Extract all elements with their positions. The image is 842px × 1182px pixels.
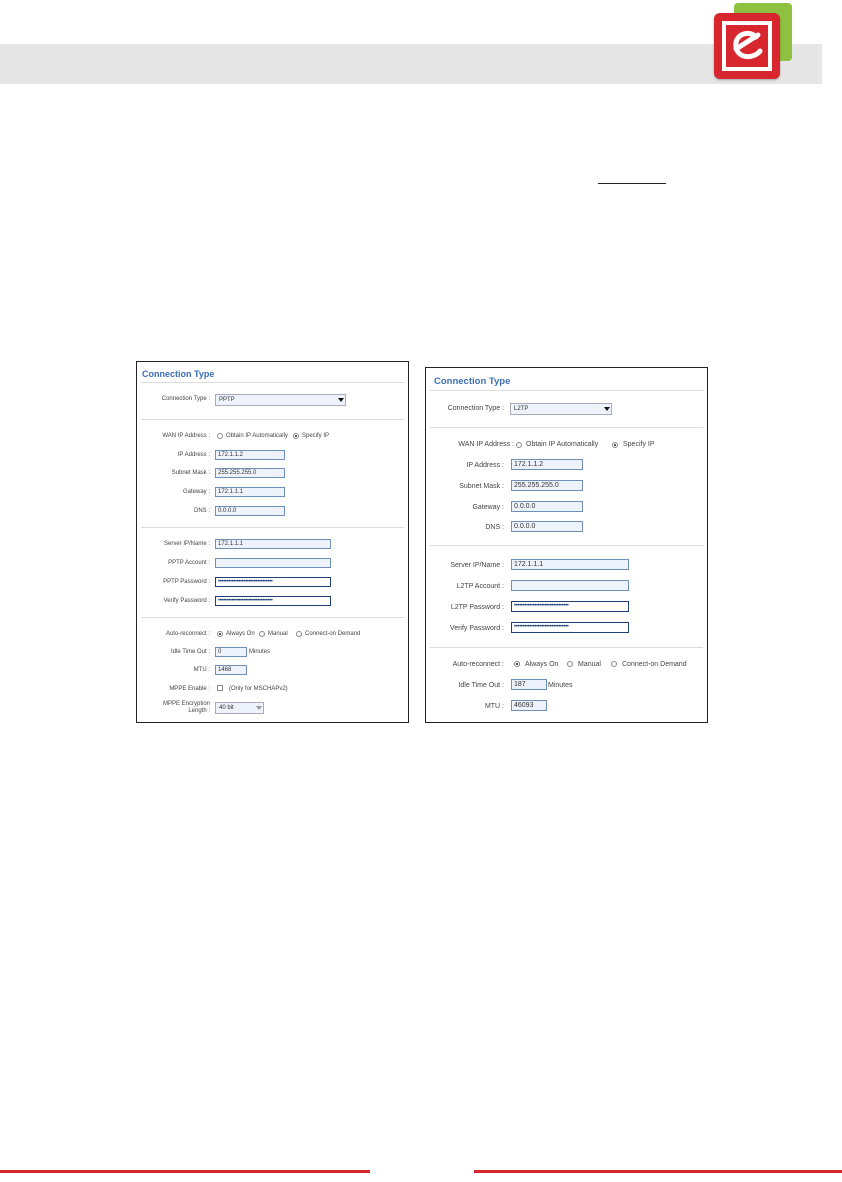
pptp-connection-panel — [136, 361, 409, 723]
dns-input[interactable]: 0.0.0.0 — [511, 521, 583, 532]
wan-auto-radio[interactable] — [217, 433, 223, 439]
connect-on-demand-radio[interactable] — [611, 661, 617, 667]
manual-label: Manual — [578, 661, 601, 668]
l2tp-account-input[interactable] — [511, 580, 629, 591]
ip-address-label: IP Address : — [466, 462, 504, 469]
idle-unit-label: Minutes — [548, 682, 573, 689]
divider — [141, 419, 404, 420]
header-bar — [0, 44, 822, 84]
gateway-label: Gateway : — [472, 504, 504, 511]
l2tp-password-input[interactable]: •••••••••••••••••••••••••••••••• — [511, 601, 629, 612]
idle-time-out-input[interactable]: 0 — [215, 647, 247, 657]
server-ip-label: Server IP/Name : — [163, 541, 210, 547]
wan-specify-radio[interactable] — [612, 442, 618, 448]
mtu-label: MTU : — [484, 703, 504, 710]
mtu-input[interactable]: 1468 — [215, 665, 247, 675]
wan-auto-label: Obtain IP Automatically — [526, 441, 599, 448]
mtu-input[interactable]: 46093 — [511, 700, 547, 711]
verify-password-input[interactable]: •••••••••••••••••••••••••••••••• — [511, 622, 629, 633]
idle-time-out-input[interactable]: 187 — [511, 679, 547, 690]
mppe-length-value: 40 bit — [219, 705, 234, 711]
gateway-label: Gateway : — [182, 489, 210, 495]
panel-title: Connection Type — [142, 369, 215, 379]
mppe-length-label-line1: MPPE Encryption — [162, 701, 210, 707]
mppe-enable-checkbox[interactable] — [217, 685, 223, 691]
server-ip-input[interactable]: 172.1.1.1 — [215, 539, 331, 549]
chevron-down-icon — [256, 706, 262, 710]
subnet-mask-label: Subnet Mask : — [459, 483, 504, 490]
wan-specify-radio[interactable] — [293, 433, 299, 439]
mtu-label: MTU : — [193, 667, 210, 673]
always-on-label: Always On — [226, 631, 255, 637]
divider — [141, 617, 404, 618]
l2tp-password-label: L2TP Password : — [450, 604, 504, 611]
divider — [141, 382, 404, 383]
footer-line-left — [0, 1170, 370, 1173]
auto-reconnect-label: Auto-reconnect : — [165, 631, 210, 637]
connect-on-demand-label: Connect-on Demand — [305, 631, 361, 637]
ip-address-input[interactable]: 172.1.1.2 — [215, 450, 285, 460]
server-ip-label: Server IP/Name : — [450, 562, 504, 569]
wan-auto-radio[interactable] — [516, 442, 522, 448]
idle-time-out-label: Idle Time Out : — [170, 649, 210, 655]
gateway-input[interactable]: 0.0.0.0 — [511, 501, 583, 512]
logo-e-icon — [714, 13, 780, 79]
connection-type-label: Connection Type : — [447, 405, 504, 412]
always-on-radio[interactable] — [514, 661, 520, 667]
pptp-password-label: PPTP Password : — [163, 579, 210, 585]
pptp-account-label: PPTP Account : — [168, 560, 210, 566]
verify-password-input[interactable]: •••••••••••••••••••••••••••••••• — [215, 596, 331, 606]
subnet-mask-input[interactable]: 255.255.255.0 — [511, 480, 583, 491]
pptp-password-input[interactable]: •••••••••••••••••••••••••••••••• — [215, 577, 331, 587]
wan-ip-label: WAN IP Address : — [162, 433, 210, 439]
gateway-input[interactable]: 172.1.1.1 — [215, 487, 285, 497]
pptp-account-input[interactable] — [215, 558, 331, 568]
wan-specify-label: Specify IP — [302, 433, 330, 439]
idle-time-out-label: Idle Time Out : — [458, 682, 504, 689]
connect-on-demand-label: Connect-on Demand — [622, 661, 687, 668]
l2tp-account-label: L2TP Account : — [456, 583, 504, 590]
divider — [430, 545, 703, 546]
verify-password-label: Verify Password : — [163, 598, 210, 604]
subnet-mask-input[interactable]: 255.255.255.0 — [215, 468, 285, 478]
server-ip-input[interactable]: 172.1.1.1 — [511, 559, 629, 570]
ip-address-label: IP Address : — [177, 452, 210, 458]
text-underline-mark — [598, 183, 666, 184]
mppe-enable-label: MPPE Enable : — [169, 686, 210, 692]
wan-ip-label: WAN IP Address : — [458, 441, 514, 448]
manual-label: Manual — [268, 631, 288, 637]
connection-type-value: PPTP — [219, 397, 235, 403]
chevron-down-icon — [338, 398, 344, 402]
manual-radio[interactable] — [567, 661, 573, 667]
wan-specify-label: Specify IP — [623, 441, 655, 448]
mppe-length-label-line2: Length : — [188, 708, 210, 714]
dns-label: DNS : — [193, 508, 210, 514]
auto-reconnect-label: Auto-reconnect : — [452, 661, 504, 668]
connection-type-select[interactable] — [215, 394, 346, 406]
ip-address-input[interactable]: 172.1.1.2 — [511, 459, 583, 470]
always-on-radio[interactable] — [217, 631, 223, 637]
connection-type-select[interactable] — [510, 403, 612, 415]
connect-on-demand-radio[interactable] — [296, 631, 302, 637]
idle-unit-label: Minutes — [249, 649, 271, 655]
divider — [141, 527, 404, 528]
subnet-mask-label: Subnet Mask : — [171, 470, 210, 476]
brand-logo-icon — [714, 3, 792, 77]
manual-radio[interactable] — [259, 631, 265, 637]
verify-password-label: Verify Password : — [449, 625, 504, 632]
panel-title: Connection Type — [434, 376, 511, 387]
divider — [430, 647, 703, 648]
always-on-label: Always On — [525, 661, 559, 668]
footer-line-right — [474, 1170, 842, 1173]
dns-input[interactable]: 0.0.0.0 — [215, 506, 285, 516]
divider — [430, 427, 703, 428]
connection-type-label: Connection Type : — [161, 396, 210, 402]
divider — [430, 390, 703, 391]
wan-auto-label: Obtain IP Automatically — [226, 433, 288, 439]
l2tp-connection-panel — [425, 367, 708, 723]
mppe-length-select[interactable] — [215, 702, 264, 714]
dns-label: DNS : — [485, 524, 504, 531]
connection-type-value: L2TP — [514, 406, 529, 412]
mppe-note: (Only for MSCHAPv2) — [229, 686, 288, 692]
chevron-down-icon — [604, 407, 610, 411]
